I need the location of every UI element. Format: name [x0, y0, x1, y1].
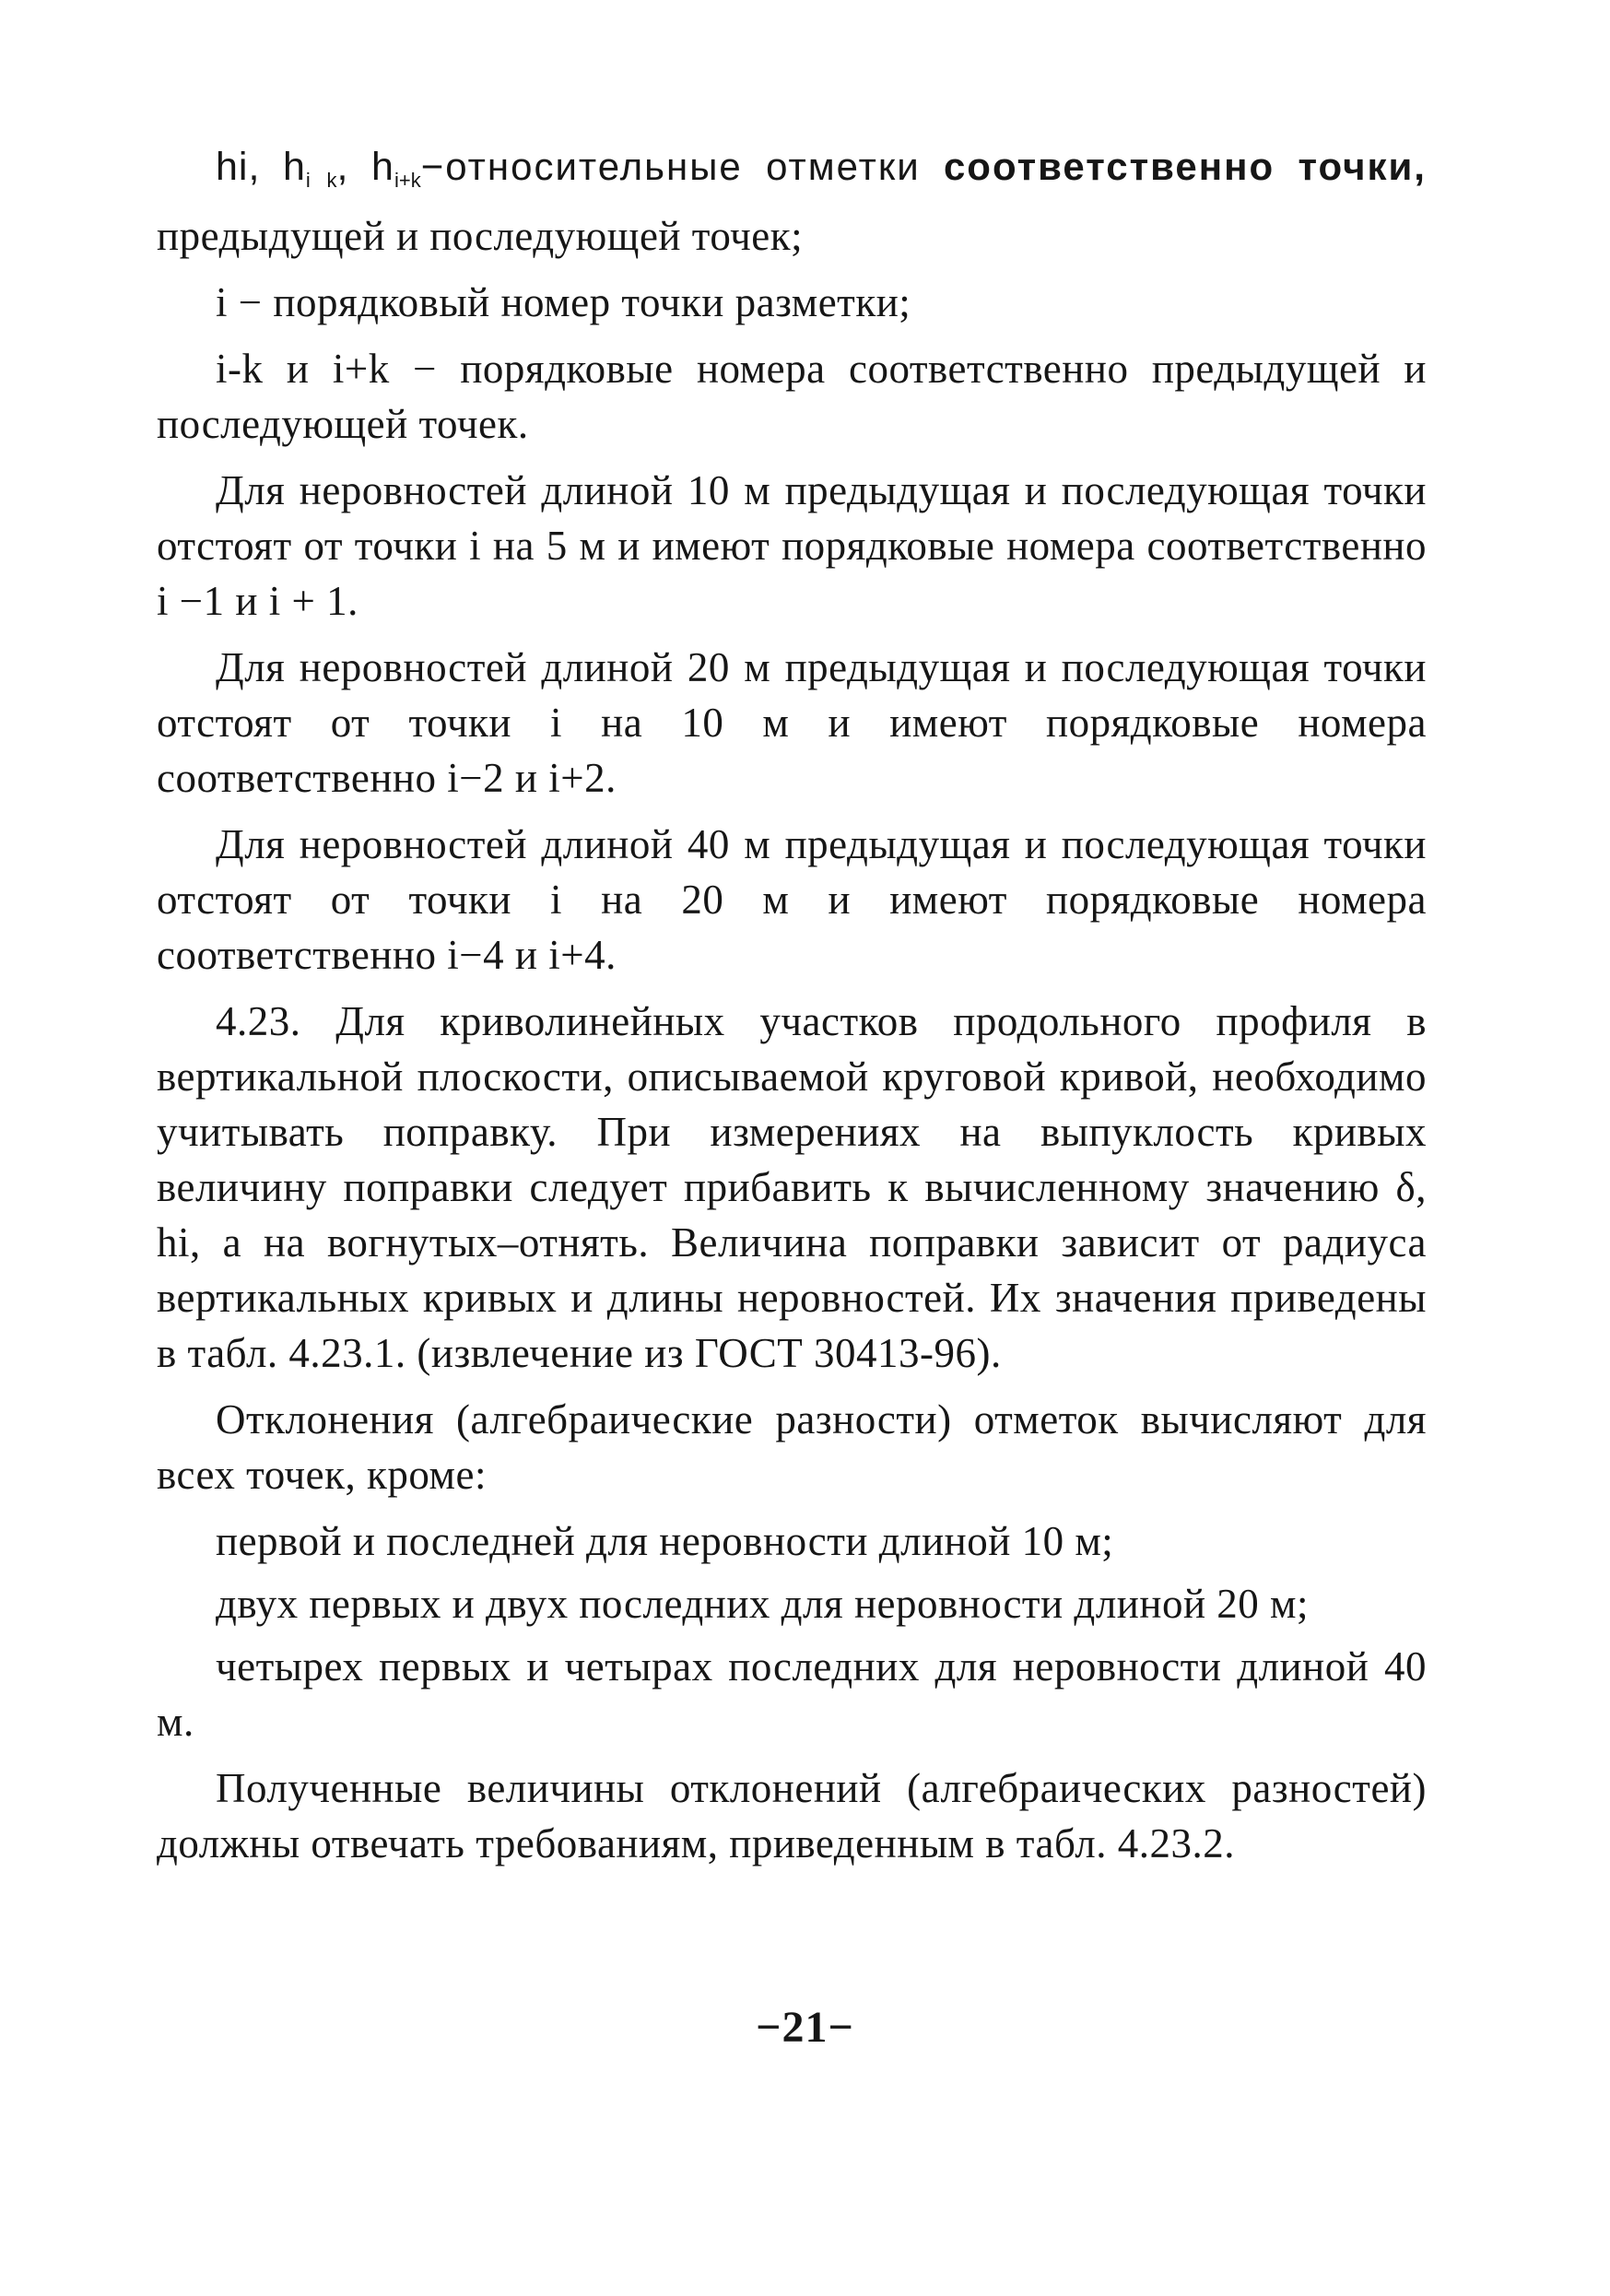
- definition-bold-text: соответственно точки,: [943, 145, 1427, 188]
- paragraph-20m: Для неровностей длиной 20 м предыдущая и последующая точки отстоят от точки i на 10 м и имеют порядковые номера соответственно i−2 и i+2.: [157, 644, 1427, 801]
- paragraph-i-definition: i − порядковый номер точки разметки;: [216, 279, 911, 325]
- list-item-40m: четырех первых и четырах последних для неровности длиной 40 м.: [157, 1643, 1427, 1745]
- body-text: [157, 138, 1427, 1882]
- list-item-20m: двух первых и двух последних для неровности длиной 20 м;: [216, 1581, 1310, 1627]
- paragraph-4-23: 4.23. Для криволинейных участков продольного профиля в вертикальной плоскости, описываемой круговой кривой, необходимо учитывать поправку. При измерениях на выпуклость кривых величину поправки следует прибавить к вычисленному значению δ, hi, а на вогнутых–отнять. Величина поправки зависит от радиуса вертикальных кривых и длины неровностей. Их значения приведены в табл. 4.23.1. (извлечение из ГОСТ 30413-96).: [157, 998, 1427, 1376]
- h-i-symbol: hi: [216, 145, 249, 189]
- h-i-minus-k-symbol: $h_{i k}$: [282, 145, 337, 192]
- paragraph-deviations-intro: Отклонения (алгебраические разности) отметок вычисляют для всех точек, кроме:: [157, 1396, 1427, 1498]
- list-item-10m: первой и последней для неровности длиной 10 м;: [216, 1518, 1114, 1564]
- paragraph-final: Полученные величины отклонений (алгебраических разностей) должны отвечать требованиям, приведенным в табл. 4.23.2.: [157, 1765, 1427, 1866]
- paragraph-ik-definition: i-k и i+k − порядковые номера соответственно предыдущей и последующей точек.: [157, 346, 1427, 447]
- h-i-plus-k-symbol: $h_{i+k}$: [371, 145, 421, 192]
- paragraph-10m: Для неровностей длиной 10 м предыдущая и последующая точки отстоят от точки i на 5 м и имеют порядковые номера соответственно i −1 и i + 1.: [157, 467, 1427, 624]
- paragraph-40m: Для неровностей длиной 40 м предыдущая и последующая точки отстоят от точки i на 20 м и имеют порядковые номера соответственно i−4 и i+4.: [157, 821, 1427, 978]
- definition-text: −относительные отметки: [420, 145, 944, 188]
- paragraph-h-definitions: hi, $h_{i k}$, $h_{i+k}-относительные$ отметки соответственно точки, предыдущей и последующей точек;: [157, 145, 1427, 259]
- definition-tail-text: предыдущей и последующей точек;: [157, 213, 804, 259]
- page-number: −21−: [756, 2003, 854, 2052]
